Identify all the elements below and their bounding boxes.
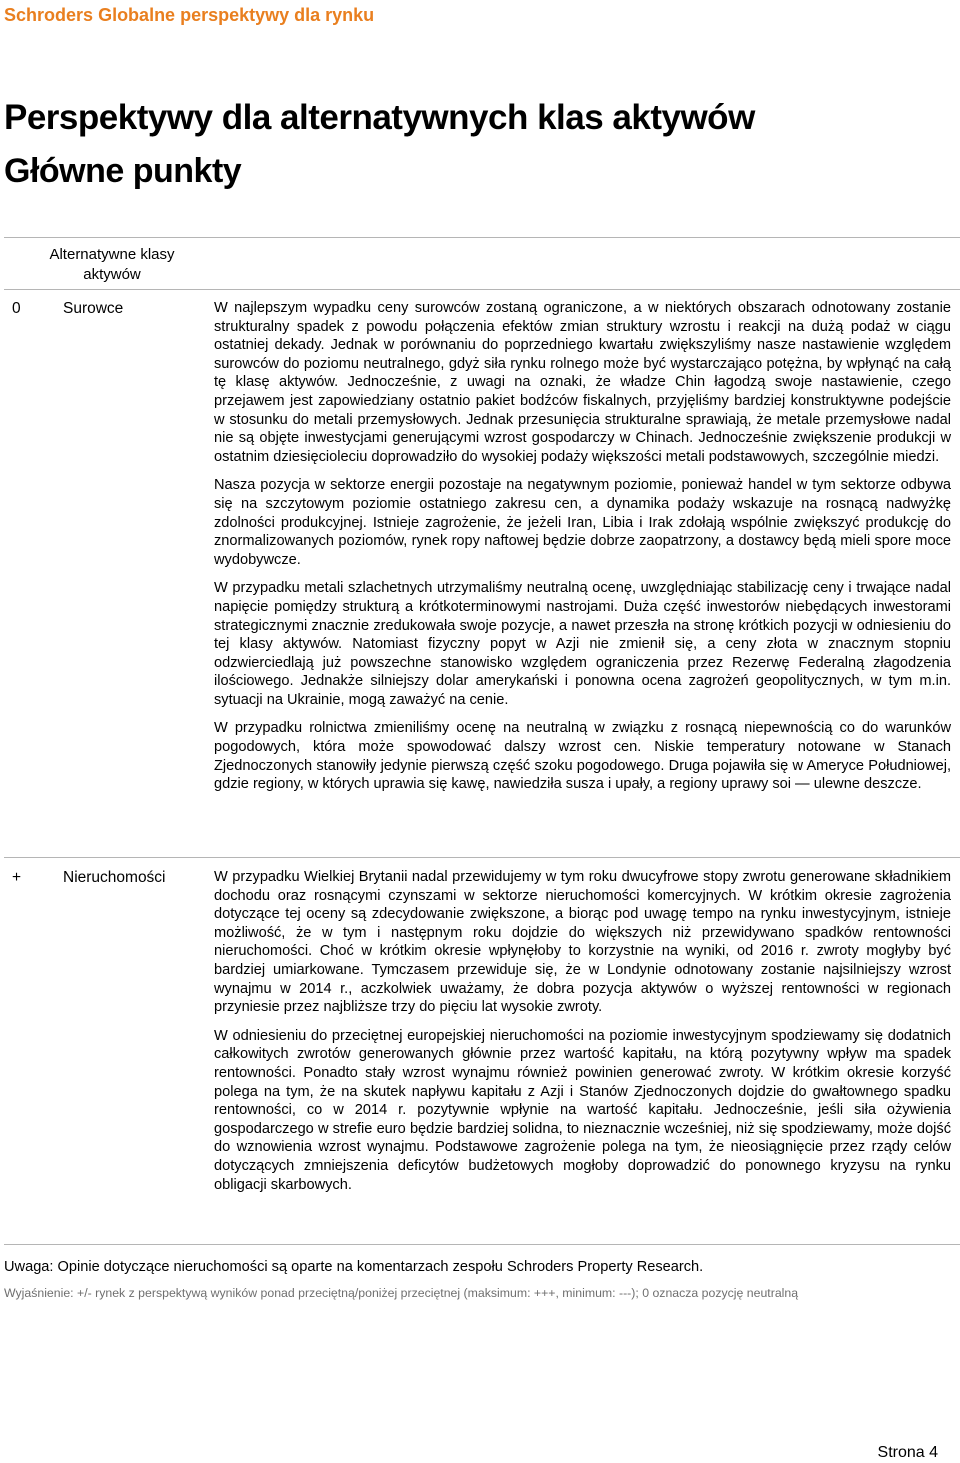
paragraph: W przypadku metali szlachetnych utrzymaliśmy neutralną ocenę, uwzględniając stabilizację ceny i trwające nadal napięcie pomiędzy strukturą a krótkoterminowymi nastrojami. Duża część inwestorów niebędących inwestorami strategicznymi znacznie zredukowała swoje pozycje, a nawet przeszła na stronę krótkich pozycji w odniesieniu do tej klasy aktywów. Natomiast fizyczny popyt w Azji nie zmienił się, a ceny złota w znacznym stopniu odzwierciedlają już powszechne stanowisko względem ograniczenia przez Rezerwę Federalną złagodzenia ilościowego. Jednakże silniejszy dolar amerykański i ponowna ocena zagrożeń geopolitycznych, w tym m.in. sytuacji na Ukrainie, mogą zaważyć na cenie. — [214, 580, 951, 708]
property-research-note: Uwaga: Opinie dotyczące nieruchomości są oparte na komentarzach zespołu Schroders Property Research. — [4, 1259, 704, 1275]
row-divider-rule — [4, 857, 960, 858]
brand-name: Schroders — [4, 5, 94, 25]
table-top-rule — [4, 237, 960, 238]
paragraph: W odniesieniu do przeciętnej europejskiej nieruchomości na poziomie inwestycyjnym spodziewamy się dodatnich całkowitych zwrotów generowanych głównie przez wartość kapitału, na którą pozytywny wpływ ma spadek rentowności. Ponadto stały wzrost wynajmu również powinien generować zwroty. W krótkim okresie korzyść polega na tym, że na skutek napływu kapitału z Azji i Stanów Zjednoczonych dojdzie do gwałtownego spadku rentowności, co w 2014 r. pozytywnie wpłynie na wartość kapitału. Jednocześnie, jeśli siła ożywienia gospodarczego w strefie euro będzie bardziej solidna, to nieznacznie wcześniej, niż się spodziewamy, może dojść do wznowienia wzrost wynajmu. Podstawowe zagrożenie polega na tym, że nieosiągnięcie przez rządy celów dotyczących zmniejszenia deficytów budżetowych mogłoby doprowadzić do ponownego kryzysu na rynku obligacji skarbowych. — [214, 1027, 951, 1193]
row-name-real-estate: Nieruchomości — [63, 869, 166, 886]
paragraph: W najlepszym wypadku ceny surowców zostaną ograniczone, a w niektórych obszarach odnotowany zostanie strukturalny spadek z powodu połączenia efektów zmian struktury wzrostu i reakcji na dużą podaż w ciągu ostatniej dekady. Jednak w porównaniu do poprzedniego kwartału zwiększyliśmy nasze nastawienie względem surowców do poziomu neutralnego, gdyż siła rynku rolnego może być wystarczająco potężna, by wpłynąć na całą tę klasę aktywów. Jednocześnie, z uwagi na oznaki, że władze Chin łagodzą swoje nastawienie, czego przejawem jest zapowiedziany ostatnio pakiet bodźców fiskalnych, przyjęliśmy bardziej konstruktywne podejście w stosunku do metali przemysłowych. Jednak przesunięcia strukturalne sprawiają, że metale przemysłowe nadal nie są objęte inwestycjami generującymi wzrost gospodarczy w Chinach. Jednocześnie zwiększenie produkcji w ostatnim dziesięcioleciu doprowadziło do wysokiej podaży większości metali podstawowych, szczególnie miedzi. — [214, 300, 951, 465]
header-title: Globalne perspektywy dla rynku — [98, 5, 375, 25]
page-header — [4, 4, 374, 26]
row-name-commodities: Surowce — [63, 300, 124, 317]
row-rating-real-estate: + — [12, 869, 22, 886]
paragraph: Nasza pozycja w sektorze energii pozostaje na negatywnym poziomie, ponieważ handel w tym sektorze odbywa się na szczytowym poziomie ostatniego zakresu cen, a dynamika podaży wskazuje na rosnącą nadwyżkę zdolności produkcyjnej. Istnieje zagrożenie, że jeżeli Iran, Libia i Irak zdołają wspólnie zwiększyć produkcję do znormalizowanych poziomów, rynek ropy naftowej będzie dobrze zaopatrzony, a dostawcy będą mieli spore moce wydobywcze. — [214, 477, 951, 568]
table-header-rule — [4, 289, 960, 290]
row-body-commodities — [214, 299, 951, 794]
table-bottom-rule — [4, 1244, 960, 1245]
page-number: Strona 4 — [877, 1444, 938, 1461]
page-title: Perspektywy dla alternatywnych klas aktywów — [4, 98, 755, 137]
paragraph: W przypadku rolnictwa zmieniliśmy ocenę na neutralną w związku z rosnącą niepewnością co do warunków pogodowych, która może spowodować dalszy wzrost cen. Niskie temperatury notowane w Stanach Zjednoczonych stanowiły jedynie pierwszą część szoku pogodowego. Druga pojawiła się w Ameryce Południowej, gdzie regiony, w których uprawia się kawę, nawiedziła susza i upały, a regiony uprawy soi — ulewne deszcze. — [214, 720, 951, 793]
rating-legend: Wyjaśnienie: +/- rynek z perspektywą wyników ponad przeciętną/poniżej przeciętnej (maksimum: +++, minimum: ---); 0 oznacza pozycję neutralną — [4, 1286, 799, 1300]
column-header-asset-class: Alternatywne klasy aktywów — [49, 246, 175, 283]
page-subtitle: Główne punkty — [4, 152, 242, 190]
paragraph: W przypadku Wielkiej Brytanii nadal przewidujemy w tym roku dwucyfrowe stopy zwrotu generowane składnikiem dochodu oraz rosnącymi czynszami w sektorze nieruchomości komercyjnych. W krótkim okresie zagrożenia dotyczące tej oceny są zdecydowanie zwiększone, a biorąc pod uwagę tempo na rynku inwestycyjnym, istnieje możliwość, że w tym i następnym roku dojdzie do większych niż przewidywano spadków rentowności nieruchomości. Choć w krótkim okresie wpłynęłoby to korzystnie na wyniki, od 2016 r. zwroty mogłyby być bardziej umiarkowane. Tymczasem przewiduje się, że w Londynie odnotowany zostanie najsilniejszy wzrost wynajmu w 2014 r., aczkolwiek uważamy, że dobra pozycja aktywów o wyższej rentowności w regionach przyniesie przez najbliższe trzy do pięciu lat wysokie zwroty. — [214, 869, 951, 1016]
row-body-real-estate — [214, 868, 951, 1194]
row-rating-commodities: 0 — [12, 300, 21, 317]
